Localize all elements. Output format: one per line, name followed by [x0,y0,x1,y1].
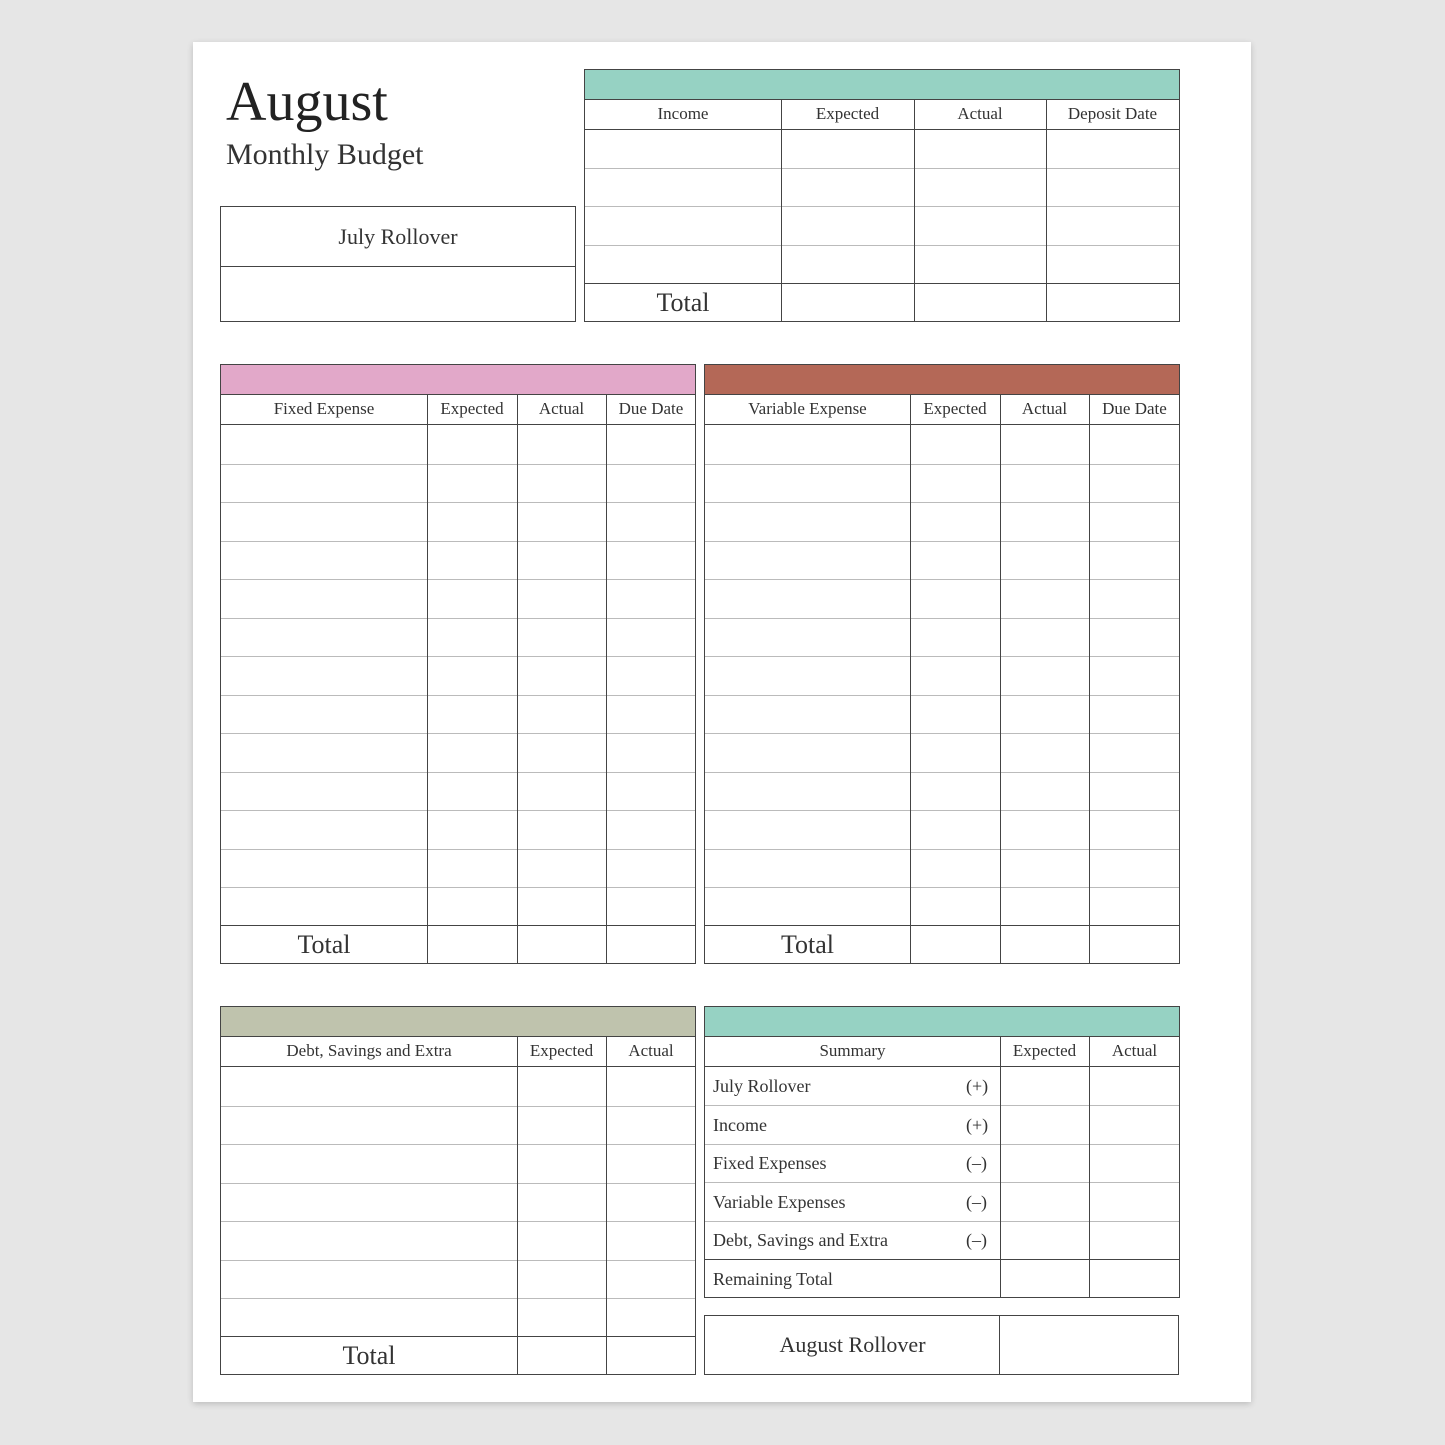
entry-row-line [705,849,1179,850]
entry-row-line [221,656,695,657]
entry-row-line [705,656,1179,657]
entry-row-line [221,502,695,503]
fixed-col-divider [606,394,607,963]
summary-col-divider [1000,1036,1001,1297]
summary-row-sign: (+) [966,1115,989,1135]
summary-expected-header: Expected [1012,1041,1077,1060]
debt-actual-header: Actual [628,1041,674,1060]
summary-row-label: July Rollover [713,1076,811,1096]
entry-row-line [221,849,695,850]
debt-savings-table [220,1006,696,1375]
summary-table [704,1006,1180,1298]
summary-row-line [705,1182,1179,1183]
variable-col-divider [1089,394,1090,963]
entry-row-line [221,1221,695,1222]
debt-col-header: Debt, Savings and Extra [286,1041,452,1060]
debt-total-line [221,1336,695,1337]
fixed-total-line [221,925,695,926]
entry-row-line [221,1144,695,1145]
summary-col-header: Summary [819,1041,886,1060]
entry-row-line [705,541,1179,542]
income-table [584,69,1180,322]
entry-row-line [705,579,1179,580]
income-row-line [585,245,1179,246]
debt-color-bar [221,1007,695,1037]
income-col-divider [914,99,915,321]
income-col-divider [1046,99,1047,321]
variable-col-divider [1000,394,1001,963]
debt-col-divider [517,1036,518,1374]
summary-row-sign: (–) [966,1230,987,1250]
entry-row-line [221,579,695,580]
entry-row-line [705,733,1179,734]
income-row-line [585,168,1179,169]
summary-row-line [705,1105,1179,1106]
page-title: August [226,71,388,133]
variable-expense-table [704,364,1180,964]
summary-remaining-line [705,1259,1179,1260]
summary-color-bar [705,1007,1179,1037]
variable-due-date-header: Due Date [1102,399,1167,418]
fixed-total-label: Total [297,930,351,959]
august-rollover-divider [999,1316,1000,1374]
income-total-label: Total [656,288,710,317]
entry-row-line [221,810,695,811]
fixed-due-date-header: Due Date [618,399,684,418]
page-subtitle: Monthly Budget [226,138,424,171]
fixed-col-divider [427,394,428,963]
summary-row-label: Income [713,1115,767,1135]
debt-header-row [221,1036,695,1067]
variable-col-divider [910,394,911,963]
entry-row-line [221,733,695,734]
entry-row-line [705,810,1179,811]
debt-col-divider [606,1036,607,1374]
entry-row-line [221,695,695,696]
summary-col-divider [1089,1036,1090,1297]
variable-total-label: Total [780,930,835,959]
summary-actual-header: Actual [1111,1041,1158,1060]
entry-row-line [221,541,695,542]
summary-row-line [705,1144,1179,1145]
fixed-color-bar [221,365,695,395]
remaining-total-label: Remaining Total [713,1269,833,1289]
variable-actual-header: Actual [1021,399,1068,418]
income-row-line [585,206,1179,207]
debt-expected-header: Expected [529,1041,594,1060]
entry-row-line [705,502,1179,503]
fixed-expected-header: Expected [440,399,504,418]
income-col-header: Income [657,104,709,123]
entry-row-line [221,618,695,619]
summary-row-sign: (+) [966,1076,989,1096]
entry-row-line [705,772,1179,773]
fixed-expense-table [220,364,696,964]
variable-expense-header: Variable Expense [748,399,867,418]
income-total-line [585,283,1179,284]
fixed-expense-header: Fixed Expense [273,399,375,418]
variable-header-row [705,394,1179,425]
july-rollover-label: July Rollover [221,207,575,267]
entry-row-line [221,887,695,888]
variable-expected-header: Expected [923,399,987,418]
entry-row-line [705,618,1179,619]
income-color-bar [585,70,1179,100]
entry-row-line [221,1106,695,1107]
entry-row-line [221,1183,695,1184]
entry-row-line [705,695,1179,696]
variable-total-line [705,925,1179,926]
income-expected-header: Expected [815,104,880,123]
income-col-divider [781,99,782,321]
entry-row-line [705,887,1179,888]
income-header-row [585,99,1179,130]
fixed-header-row [221,394,695,425]
fixed-actual-header: Actual [538,399,585,418]
entry-row-line [221,464,695,465]
entry-row-line [705,464,1179,465]
entry-row-line [221,772,695,773]
summary-row-sign: (–) [966,1192,987,1212]
variable-color-bar [705,365,1179,395]
summary-row-label: Variable Expenses [713,1192,846,1212]
entry-row-line [221,1260,695,1261]
income-actual-header: Actual [957,104,1003,123]
entry-row-line [221,1298,695,1299]
august-rollover-label: August Rollover [779,1332,926,1357]
summary-row-label: Fixed Expenses [713,1153,827,1173]
debt-total-label: Total [342,1341,396,1370]
fixed-col-divider [517,394,518,963]
summary-row-label: Debt, Savings and Extra [713,1230,888,1250]
income-deposit-date-header: Deposit Date [1067,104,1158,123]
summary-row-line [705,1221,1179,1222]
summary-header-row [705,1036,1179,1067]
july-rollover-value-field[interactable] [221,266,575,321]
august-rollover-box [704,1315,1179,1375]
summary-row-sign: (–) [966,1153,987,1173]
